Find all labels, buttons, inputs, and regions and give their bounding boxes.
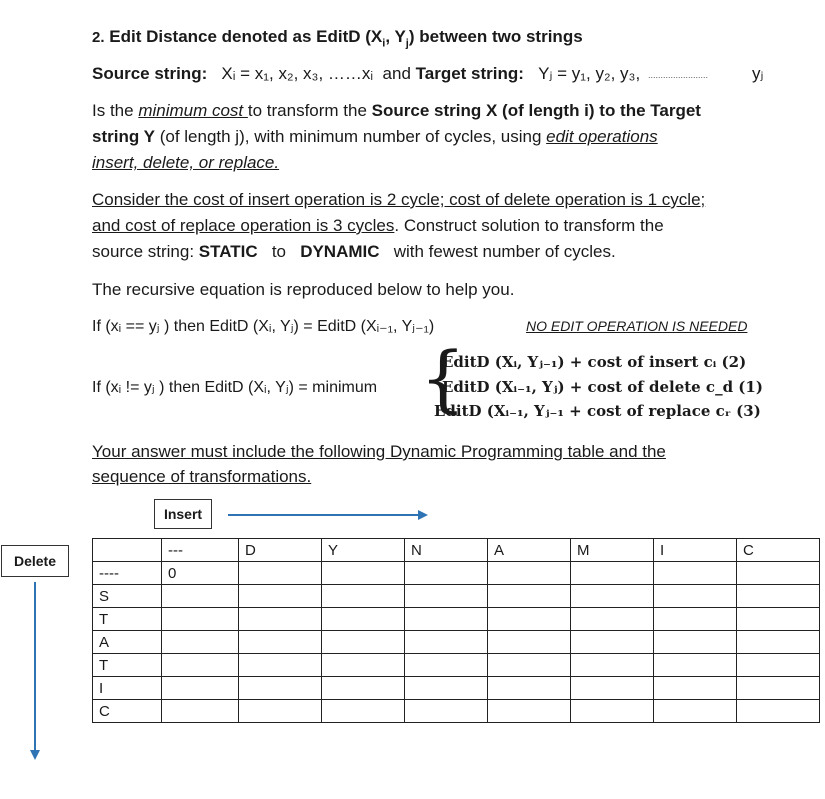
table-cell	[405, 654, 488, 677]
source-expression: Xᵢ = x₁, x₂, x₃, ……xᵢ	[221, 64, 374, 83]
no-edit-note: NO EDIT OPERATION IS NEEDED	[526, 318, 748, 334]
table-cell	[488, 608, 571, 631]
table-header-cell: M	[571, 539, 654, 562]
row-label-cell: S	[93, 585, 162, 608]
table-cell	[571, 631, 654, 654]
table-header-cell: I	[654, 539, 737, 562]
para2-line3-rest: with fewest number of cycles.	[393, 242, 616, 261]
row-label-cell: T	[93, 654, 162, 677]
para1-edit-operations: edit operations	[546, 127, 658, 146]
table-cell	[571, 585, 654, 608]
table-row	[93, 677, 820, 700]
table-cell	[405, 700, 488, 723]
question-number: 2.	[92, 29, 105, 46]
table-cell	[571, 700, 654, 723]
table-cell	[322, 631, 405, 654]
table-cell	[405, 562, 488, 585]
equation-case-delete: EditD (Xᵢ₋₁, Yⱼ) + cost of delete c_d (1)	[442, 378, 763, 396]
table-cell	[162, 585, 239, 608]
to-word: to	[271, 242, 287, 261]
table-cell	[737, 654, 820, 677]
para1-line2	[92, 125, 658, 149]
table-cell	[654, 654, 737, 677]
table-row	[93, 700, 820, 723]
question-heading	[92, 25, 583, 50]
target-dots: ........................	[648, 70, 709, 80]
table-header-cell: A	[488, 539, 571, 562]
table-cell	[405, 585, 488, 608]
table-cell	[488, 585, 571, 608]
table-cell	[322, 700, 405, 723]
para1-length-bold: (of length i) to the Target	[497, 101, 701, 120]
insert-label-box	[154, 499, 212, 529]
table-cell	[322, 608, 405, 631]
para1-text-b: to transform the	[247, 101, 372, 120]
table-cell	[737, 608, 820, 631]
para2-line1: Consider the cost of insert operation is 2 cycle; cost of delete operation is 1 cycle;	[92, 190, 706, 209]
table-cell	[322, 562, 405, 585]
equation-case-replace: EditD (Xᵢ₋₁, Yⱼ₋₁ + cost of replace cᵣ (3)	[434, 402, 761, 420]
table-cell	[239, 608, 322, 631]
para1-text-a: Is the	[92, 101, 139, 120]
table-header-row	[93, 539, 820, 562]
source-label: Source string:	[92, 64, 208, 83]
equation-unequal-case: If (xᵢ != yⱼ ) then EditD (Xᵢ, Yⱼ) = minimum	[92, 379, 378, 396]
table-cell	[737, 631, 820, 654]
delete-arrow-icon	[27, 580, 43, 764]
table-cell	[654, 700, 737, 723]
delete-label-box	[1, 545, 69, 577]
table-header-cell: ---	[162, 539, 239, 562]
row-label-cell: A	[93, 631, 162, 654]
table-cell	[239, 654, 322, 677]
table-cell	[571, 608, 654, 631]
table-cell	[162, 677, 239, 700]
insert-label: Insert	[163, 506, 203, 522]
table-cell	[162, 631, 239, 654]
table-cell	[737, 585, 820, 608]
table-cell	[571, 562, 654, 585]
heading-title: Edit Distance denoted as EditD (X	[109, 27, 383, 46]
table-cell	[239, 700, 322, 723]
table-cell	[488, 677, 571, 700]
table-cell	[322, 677, 405, 700]
table-cell	[488, 654, 571, 677]
para1-line1	[92, 99, 701, 123]
table-cell	[488, 700, 571, 723]
table-row	[93, 654, 820, 677]
table-cell	[654, 585, 737, 608]
equation-case-insert: EditD (Xᵢ, Yⱼ₋₁) + cost of insert cᵢ (2)	[442, 353, 747, 371]
answer-note-line1: Your answer must include the following Dynamic Programming table and the	[92, 442, 666, 461]
brace-symbol: {	[420, 336, 466, 420]
para1-source-bold: Source string X	[371, 101, 498, 120]
table-header-cell: D	[239, 539, 322, 562]
para1-line2-rest: (of length j), with minimum number of cycles, using	[154, 127, 547, 146]
table-cell: 0	[162, 562, 239, 585]
insert-arrow-icon	[226, 507, 432, 523]
table-cell	[654, 562, 737, 585]
table-row	[93, 562, 820, 585]
target-end: yⱼ	[752, 64, 764, 83]
delete-label: Delete	[13, 553, 57, 569]
table-cell	[322, 585, 405, 608]
table-cell	[162, 608, 239, 631]
table-row	[93, 608, 820, 631]
source-word: STATIC	[198, 242, 258, 261]
para1-string-bold: string Y	[92, 127, 155, 146]
para2-source-label: source string:	[92, 242, 195, 261]
heading-title-end: ) between two strings	[408, 27, 583, 46]
table-cell	[239, 631, 322, 654]
recursive-intro: The recursive equation is reproduced below to help you.	[92, 280, 515, 299]
table-cell	[405, 677, 488, 700]
target-expression: Yⱼ = y₁, y₂, y₃,	[538, 64, 641, 83]
row-label-cell: I	[93, 677, 162, 700]
and-word: and	[382, 64, 411, 83]
table-header-cell	[93, 539, 162, 562]
table-row	[93, 585, 820, 608]
table-cell	[654, 608, 737, 631]
answer-note-line2: sequence of transformations.	[92, 467, 312, 486]
para2-line3	[92, 240, 616, 264]
table-cell	[405, 608, 488, 631]
strings-line	[92, 62, 640, 86]
para1-line3: insert, delete, or replace.	[92, 153, 280, 172]
para2-line2-rest: . Construct solution to transform the	[394, 216, 664, 235]
para1-minimum-cost: minimum cost	[138, 101, 248, 120]
table-cell	[488, 631, 571, 654]
table-header-cell: N	[405, 539, 488, 562]
table-cell	[488, 562, 571, 585]
row-label-cell: T	[93, 608, 162, 631]
table-cell	[737, 677, 820, 700]
table-cell	[571, 677, 654, 700]
heading-sep: , Y	[385, 27, 406, 46]
table-cell	[239, 562, 322, 585]
table-cell	[654, 631, 737, 654]
heading-sub-j: j	[405, 37, 409, 50]
heading-sub-i: i	[382, 37, 386, 50]
para2-replace-cost: and cost of replace operation is 3 cycles	[92, 216, 395, 235]
table-cell	[571, 654, 654, 677]
table-cell	[405, 631, 488, 654]
dp-table	[92, 538, 820, 723]
table-header-cell: C	[737, 539, 820, 562]
table-cell	[737, 562, 820, 585]
table-cell	[322, 654, 405, 677]
row-label-cell: C	[93, 700, 162, 723]
equation-equal-case: If (xᵢ == yⱼ ) then EditD (Xᵢ, Yⱼ) = EditD (Xᵢ₋₁, Yⱼ₋₁)	[92, 318, 435, 335]
table-cell	[162, 654, 239, 677]
table-cell	[162, 700, 239, 723]
table-cell	[654, 677, 737, 700]
target-label: Target string:	[415, 64, 524, 83]
table-cell	[239, 677, 322, 700]
table-row	[93, 631, 820, 654]
target-word: DYNAMIC	[300, 242, 380, 261]
para2-line2	[92, 214, 664, 238]
table-cell	[737, 700, 820, 723]
table-cell	[239, 585, 322, 608]
table-header-cell: Y	[322, 539, 405, 562]
row-label-cell: ----	[93, 562, 162, 585]
